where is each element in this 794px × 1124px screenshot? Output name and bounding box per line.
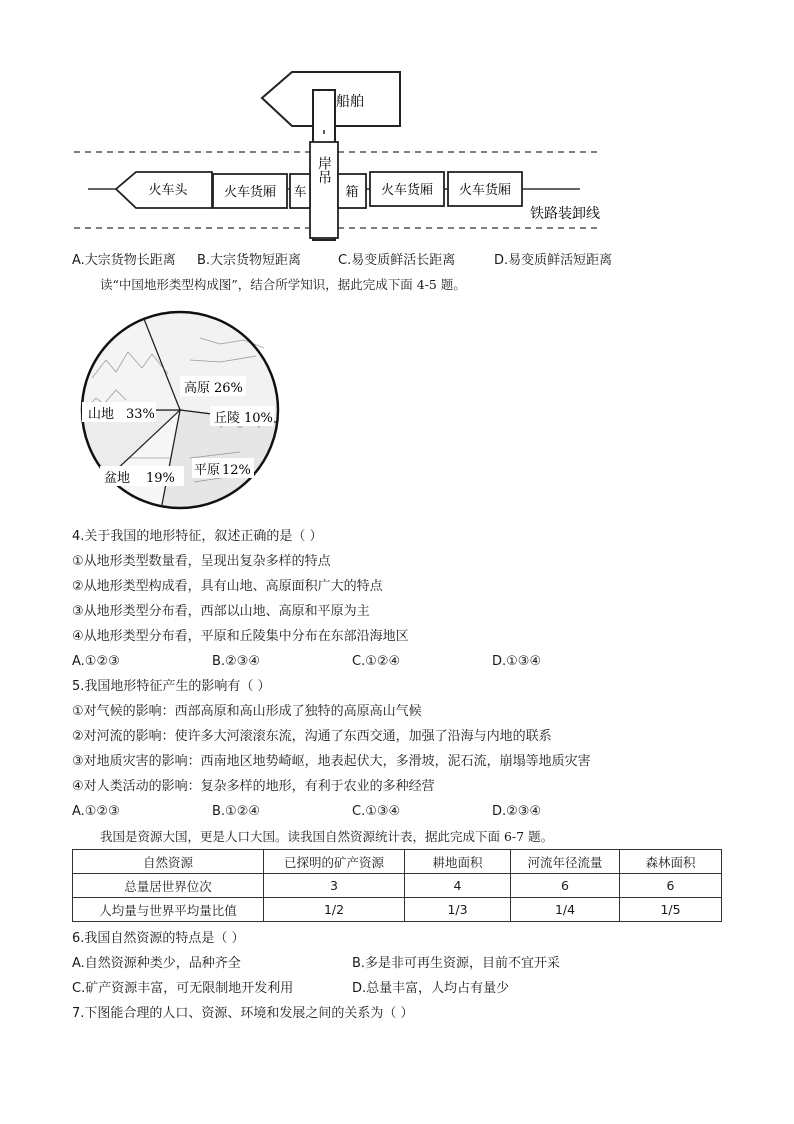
q4-statement-3: ③从地形类型分布看，西部以山地、高原和平原为主 [72, 604, 370, 619]
q6-option-a: A.自然资源种类少，品种齐全 [72, 956, 241, 971]
loco-label: 火车头 [148, 183, 188, 198]
table-cell: 4 [405, 874, 511, 898]
q6-option-d: D.总量丰富，人均占有量少 [352, 981, 510, 996]
pie-value-mountain: 33% [126, 407, 155, 422]
table-cell: 6 [511, 874, 620, 898]
table-cell: 1/4 [511, 898, 620, 922]
table-cell: 3 [264, 874, 405, 898]
q5-statement-4: ④对人类活动的影响：复杂多样的地形，有利于农业的多种经营 [72, 779, 435, 794]
table-header-cell: 已探明的矿产资源 [264, 850, 405, 874]
table-header-row [73, 850, 722, 874]
pie-value-plateau: 26% [214, 381, 243, 396]
q5-option-a: A.①②③ [72, 804, 120, 819]
q4-stem: 4.关于我国的地形特征，叙述正确的是（ ） [72, 529, 323, 544]
q5-option-c: C.①③④ [352, 804, 401, 819]
q4-option-b: B.②③④ [212, 654, 261, 669]
q3-option-b: B.大宗货物短距离 [197, 253, 302, 268]
q5-option-d: D.②③④ [492, 804, 542, 819]
wagon-3-label: 火车货厢 [458, 183, 512, 198]
pie-label-mountain: 山地 [88, 407, 115, 422]
q4-option-d: D.①③④ [492, 654, 542, 669]
q5-stem: 5.我国地形特征产生的影响有（ ） [72, 679, 271, 694]
q7-stem: 7.下图能合理的人口、资源、环境和发展之间的关系为（ ） [72, 1006, 414, 1021]
q3-option-d: D.易变质鲜活短距离 [494, 253, 613, 268]
pie-value-basin: 19% [146, 471, 175, 486]
pie-label-hill: 丘陵 [214, 411, 241, 426]
ship-label: 船舶 [336, 94, 364, 110]
pie-label-plain: 平原 [194, 463, 221, 478]
pie-label-plateau: 高原 [184, 381, 211, 396]
resource-table [72, 849, 722, 922]
q3-option-c: C.易变质鲜活长距离 [338, 253, 456, 268]
q6-option-b: B.多是非可再生资源，目前不宜开采 [352, 956, 561, 971]
q5-statement-1: ①对气候的影响：西部高原和高山形成了独特的高原高山气候 [72, 704, 422, 719]
intro-q6-7: 我国是资源大国，更是人口大国。读我国自然资源统计表，据此完成下面 6-7 题。 [100, 829, 554, 844]
q4-option-c: C.①②④ [352, 654, 401, 669]
q4-statement-1: ①从地形类型数量看，呈现出复杂多样的特点 [72, 554, 331, 569]
q4-option-a: A.①②③ [72, 654, 120, 669]
q5-statement-2: ②对河流的影响：使许多大河滚滚东流，沟通了东西交通，加强了沿海与内地的联系 [72, 729, 552, 744]
pie-value-hill: 10% [244, 411, 273, 426]
q3-option-a: A.大宗货物长距离 [72, 253, 176, 268]
car-part-label: 车 [293, 185, 307, 200]
table-header-cell: 耕地面积 [405, 850, 511, 874]
q5-option-b: B.①②④ [212, 804, 261, 819]
table-cell: 1/5 [620, 898, 722, 922]
wagon-2-label: 火车货厢 [380, 183, 434, 198]
terrain-pie-chart [70, 308, 290, 513]
q5-statement-3: ③对地质灾害的影响：西南地区地势崎岖，地表起伏大，多滑坡，泥石流，崩塌等地质灾害 [72, 754, 591, 769]
q4-statement-2: ②从地形类型构成看，具有山地、高原面积广大的特点 [72, 579, 383, 594]
crane-label: 岸吊 [316, 156, 332, 184]
pie-value-plain: 12% [222, 463, 251, 478]
q6-stem: 6.我国自然资源的特点是（ ） [72, 931, 245, 946]
rail-label: 铁路装卸线 [530, 206, 600, 222]
table-cell: 1/2 [264, 898, 405, 922]
table-cell: 总量居世界位次 [73, 874, 264, 898]
table-row [73, 898, 722, 922]
table-header-cell: 河流年径流量 [511, 850, 620, 874]
q4-statement-4: ④从地形类型分布看，平原和丘陵集中分布在东部沿海地区 [72, 629, 409, 644]
table-header-cell: 自然资源 [73, 850, 264, 874]
q6-option-c: C.矿产资源丰富，可无限制地开发利用 [72, 981, 294, 996]
table-header-cell: 森林面积 [620, 850, 722, 874]
box-part-label: 箱 [345, 185, 359, 200]
table-cell: 人均量与世界平均量比值 [73, 898, 264, 922]
wagon-1-label: 火车货厢 [223, 185, 277, 200]
intro-q4-5: 读“中国地形类型构成图”，结合所学知识，据此完成下面 4-5 题。 [100, 277, 466, 292]
table-row [73, 874, 722, 898]
pie-label-basin: 盆地 [104, 471, 131, 486]
table-cell: 6 [620, 874, 722, 898]
port-rail-diagram [60, 60, 640, 245]
table-cell: 1/3 [405, 898, 511, 922]
